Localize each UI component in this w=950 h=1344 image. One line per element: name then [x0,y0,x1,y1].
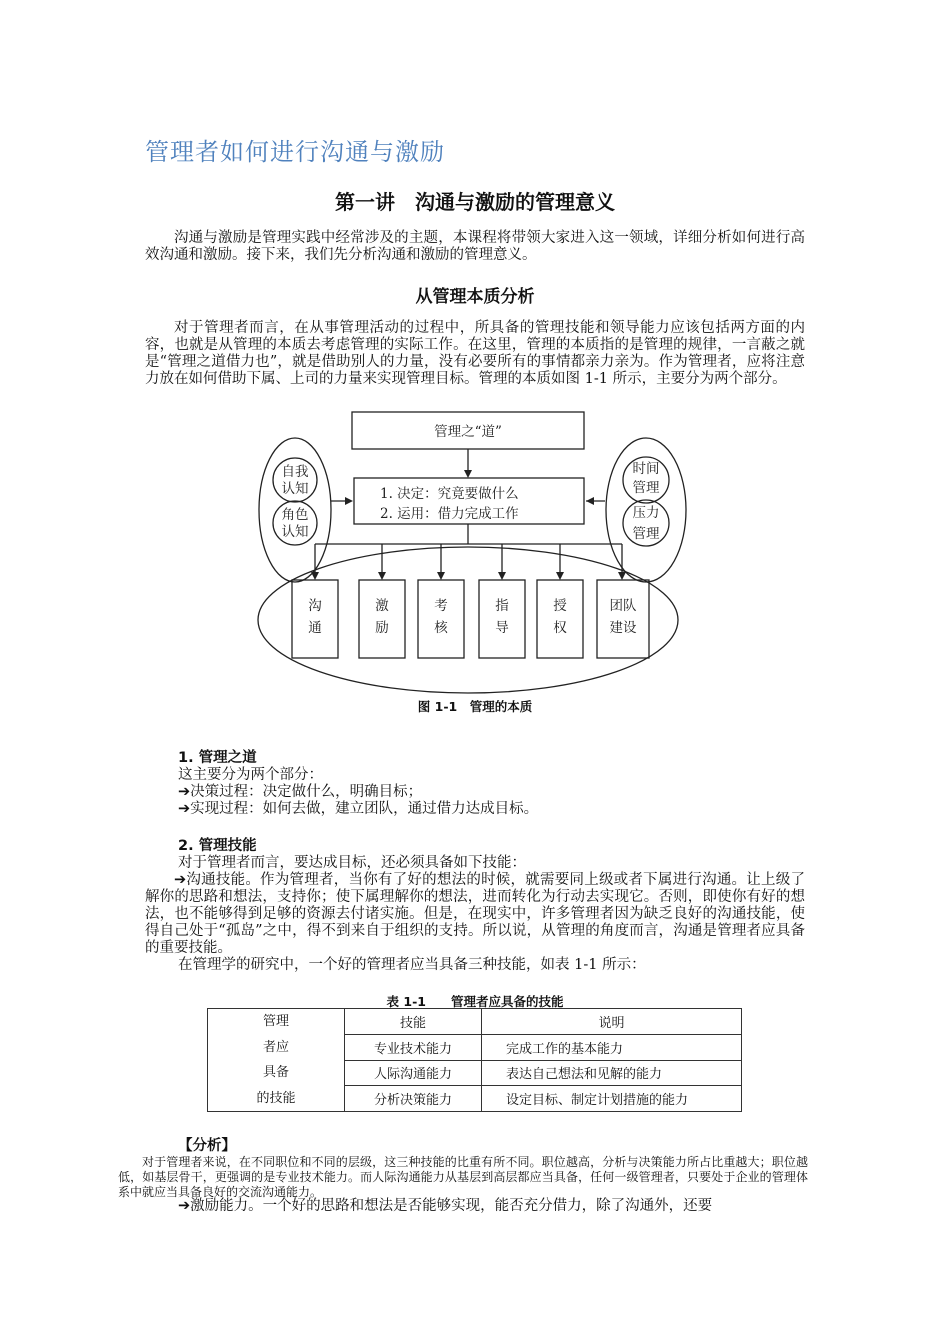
left-1-line2: 认知 [281,481,309,497]
section-paragraph [145,320,805,388]
cell-desc: 完成工作的基本能力 [482,1034,742,1060]
right-2-line2: 管理 [632,526,660,542]
box-4-line2: 导 [495,620,509,636]
s2-heading: 2. 管理技能 [178,838,257,854]
merged-cell [208,1009,345,1112]
analysis-text: 对于管理者来说，在不同职位和不同的层级，这三种技能的比重有所不同。职位越高，分析与决策能力所占比重越大；职位越低，如基层骨干，更强调的是专业技术能力。而人际沟通能力从基层到高层都应当具备，任何一级管理者，只要处于企业的管理体系中就应当具备良好的交流沟通能力。 [118,1155,808,1199]
lecture-title: 第一讲 沟通与激励的管理意义 [335,190,615,214]
top-box-label: 管理之“道” [434,424,502,440]
s1-item1 [145,784,422,801]
last-line-text: 激励能力。一个好的思路和想法是否能够实现，能否充分借力，除了沟通外，还要 [190,1198,713,1214]
table-row [208,1009,742,1035]
cell-skill: 专业技术能力 [345,1034,482,1060]
box-2-line1: 激 [375,598,389,614]
document-title: 管理者如何进行沟通与激励 [145,138,445,166]
s1-item1-text: 决策过程：决定做什么，明确目标； [190,784,423,800]
s1-line1: 这主要分为两个部分： [178,767,323,783]
intro-paragraph [145,230,805,264]
management-essence-diagram [250,410,690,695]
right-1-line2: 管理 [632,480,660,496]
arrow-icon: ➔ [178,801,191,817]
box-motivation [359,580,405,658]
s1-item2-text: 实现过程：如何去做，建立团队，通过借力达成目标。 [190,801,539,817]
cell-skill: 分析决策能力 [345,1086,482,1112]
merged-line-4: 的技能 [256,1090,296,1106]
arrow-icon: ➔ [178,784,191,800]
box-5-line1: 授 [553,598,567,614]
merged-line-1: 管理 [262,1014,289,1029]
header-desc: 说明 [482,1009,742,1035]
arrow-icon: ➔ [178,1198,191,1214]
box-2-line2: 励 [375,620,389,636]
section-text: 对于管理者而言，在从事管理活动的过程中，所具备的管理技能和领导能力应该包括两方面的内容，也就是从管理的本质去考虑管理的实际工作。在这里，管理的本质指的是管理的规律，一言蔽之就是“管理之道借力也”，就是借助别人的力量，没有必要所有的事情都亲力亲为。作为管理者，应将注意力放在如何借助下属、上司的力量来实现管理目标。管理的本质如图 1-1 所示，主要分为两个部分。 [145,320,805,387]
center-line2: 2. 运用：借力完成工作 [380,506,519,522]
s2-line1: 对于管理者而言，要达成目标，还必须具备如下技能： [178,855,526,871]
cell-desc: 设定目标、制定计划措施的能力 [482,1086,742,1112]
box-delegation [537,580,583,658]
merged-line-2: 者应 [262,1039,289,1055]
right-1-line1: 时间 [632,461,660,477]
box-team-building [597,580,649,658]
s1-heading: 1. 管理之道 [178,750,257,766]
box-1-line1: 沟 [308,598,322,614]
intro-text: 沟通与激励是管理实践中经常涉及的主题，本课程将带领大家进入这一领域，详细分析如何进行高效沟通和激励。接下来，我们先分析沟通和激励的管理意义。 [145,230,805,263]
center-line1: 1. 决定：究竟要做什么 [380,486,519,502]
right-2-line1: 压力 [632,505,660,521]
box-1-line2: 通 [308,620,322,636]
left-1-line1: 自我 [281,464,309,480]
last-line [145,1198,712,1215]
box-communication [292,580,338,658]
left-2-line2: 认知 [281,524,309,540]
cell-desc: 表达自己想法和见解的能力 [482,1060,742,1086]
section-title: 从管理本质分析 [415,287,535,307]
left-2-line1: 角色 [281,507,309,523]
s2-para-text: 沟通技能。作为管理者，当你有了好的想法的时候，就需要同上级或者下属进行沟通。让上级了解你的思路和想法，支持你；使下属理解你的想法，进而转化为行动去实现它。否则，即使你有好的想法，也不能够得到足够的资源去付诸实施。但是，在现实中，许多管理者因为缺乏良好的沟通技能，使得自己处于“孤岛”之中，得不到来自于组织的支持。所以说，从管理的角度而言，沟通是管理者应具备的重要技能。 [145,872,805,956]
box-3-line2: 核 [434,620,448,636]
box-guidance [479,580,525,658]
box-5-line2: 权 [553,620,567,636]
box-6-line1: 团队 [609,598,637,614]
cell-skill: 人际沟通能力 [345,1060,482,1086]
arrow-icon: ➔ [174,872,187,888]
table-caption: 表 1-1 管理者应具备的技能 [386,994,564,1009]
analysis-paragraph [118,1155,808,1200]
s1-item2 [145,801,538,818]
s2-paragraph [145,872,805,957]
box-6-line2: 建设 [609,620,637,636]
header-skill: 技能 [345,1009,482,1035]
merged-line-3: 具备 [262,1065,289,1080]
analysis-heading: 【分析】 [178,1138,236,1154]
box-4-line1: 指 [495,598,509,614]
box-assessment [418,580,464,658]
skills-table [207,1008,742,1112]
figure-caption: 图 1-1 管理的本质 [417,699,533,714]
box-3-line1: 考 [434,598,448,614]
s2-line-after: 在管理学的研究中，一个好的管理者应当具备三种技能，如表 1-1 所示： [178,957,646,973]
